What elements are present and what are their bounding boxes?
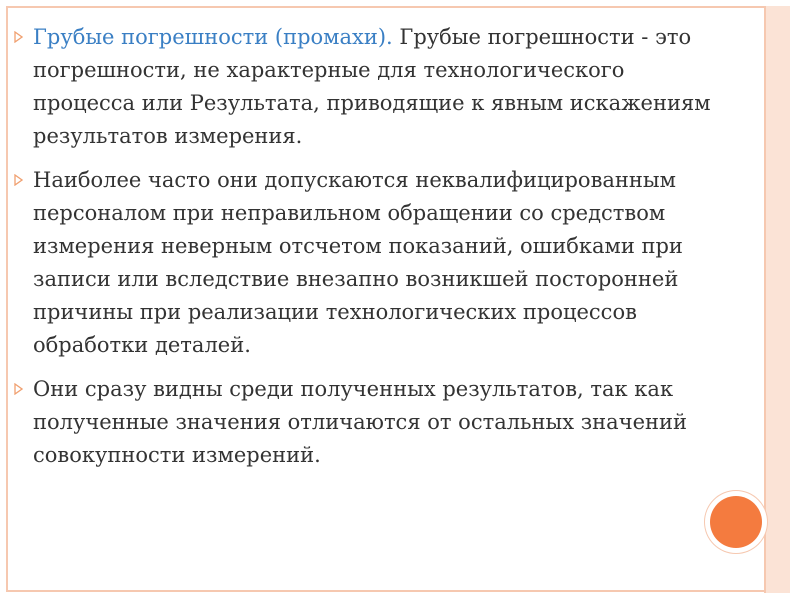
bullet-item-2 [14, 164, 714, 362]
hollow-triangle-bullet-icon [14, 383, 23, 395]
bullet-item-3 [14, 373, 714, 472]
bullet-accent-text: Грубые погрешности (промахи). [33, 25, 393, 49]
hollow-triangle-bullet-icon [14, 174, 23, 186]
hollow-triangle-bullet-icon [14, 31, 23, 43]
side-decoration-bar [764, 6, 790, 593]
bullet-text: Они сразу видны среди полученных результатов, так как полученные значения отличаются от остальных значений совокупности измерений. [33, 377, 687, 467]
slide-content [14, 21, 714, 483]
bullet-text: Наиболее часто они допускаются неквалифицированным персоналом при неправильном обращении со средством измерения неверным отсчетом показаний, ошибками при записи или вследствие внезапно возникшей посторонней причины при реализации технологических процессов обработки деталей. [33, 168, 683, 357]
bullet-text: Грубые погрешности - это погрешности, не характерные для технологического процесса или Результата, приводящие к явным искажениям результатов измерения. [33, 25, 711, 148]
bullet-item-1 [14, 21, 714, 153]
orange-circle-decoration [710, 496, 762, 548]
